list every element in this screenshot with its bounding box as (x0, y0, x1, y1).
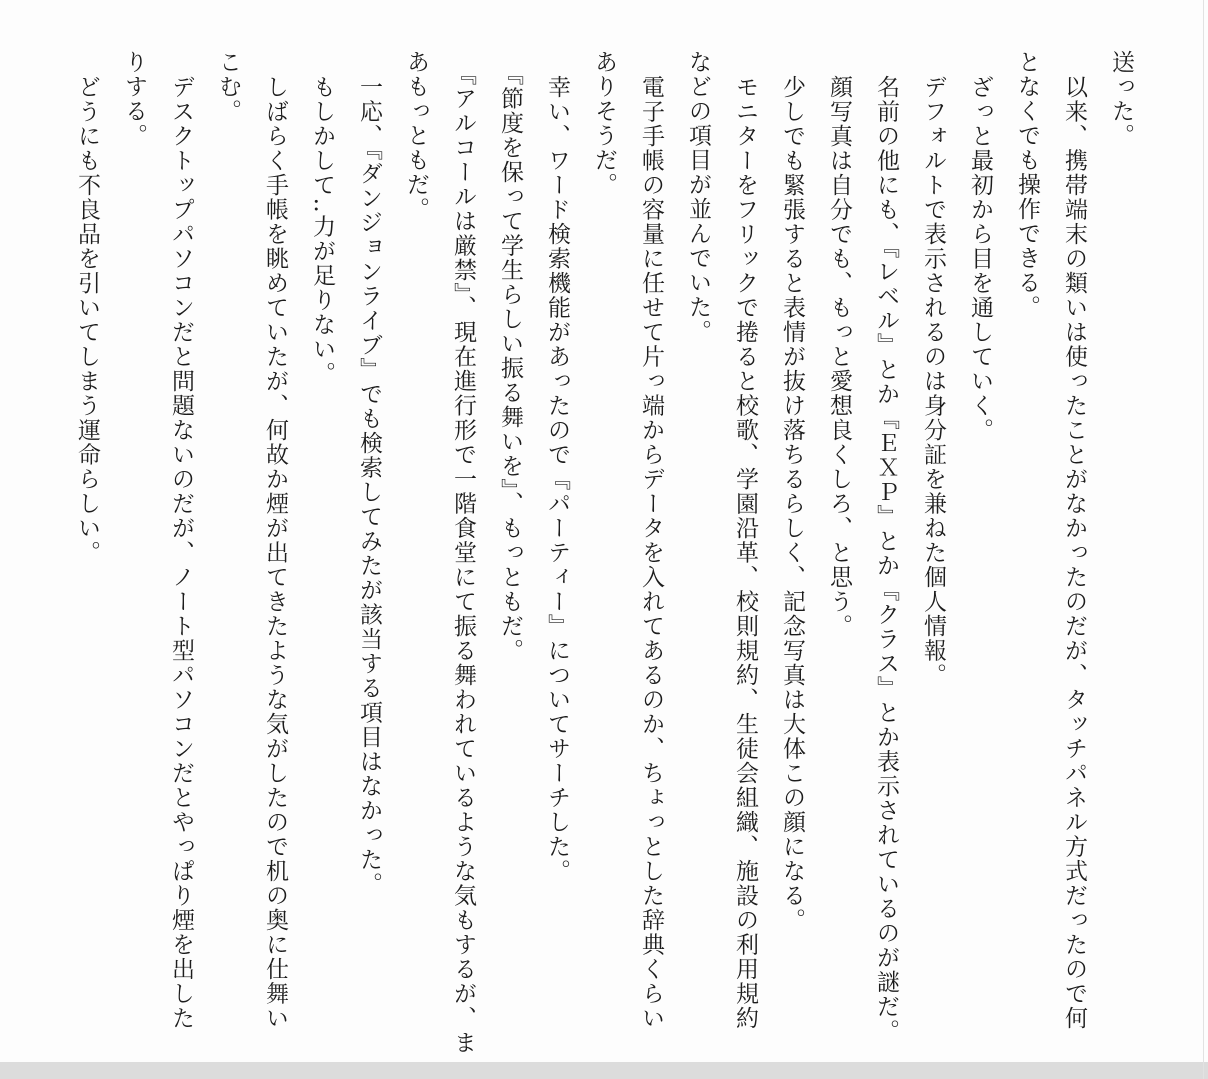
text-line: こむ。 (216, 50, 241, 124)
text-line: 顔写真は自分でも、もっと愛想良くしろ、と思う。 (827, 74, 852, 638)
window-right-edge (1203, 0, 1204, 1079)
text-line: 送った。 (1109, 50, 1134, 148)
text-line: 『節度を保って学生らしい振る舞いを』、もっともだ。 (498, 62, 523, 664)
text-line: 『アルコールは厳禁』、現在進行形で一階食堂にて振る舞われているような気もするが、ま (451, 62, 476, 1056)
text-line: デスクトップパソコンだと問題ないのだが、ノート型パソコンだとやっぱり煙を出した (169, 74, 194, 1030)
text-line: ざっと最初から目を通していく。 (968, 74, 993, 442)
page-bottom-edge (0, 1062, 1208, 1079)
text-line: 以来、携帯端末の類いは使ったことがなかったのだが、タッチパネル方式だったので何 (1062, 74, 1087, 1030)
text-line: 一応、『ダンジョンライブ』でも検索してみたが該当する項目はなかった。 (357, 74, 382, 896)
text-line: どうにも不良品を引いてしまう運命らしい。 (75, 74, 100, 565)
text-line: 電子手帳の容量に任せて片っ端からデータを入れてあるのか、ちょっとした辞典くらい (639, 74, 664, 1030)
text-line: りする。 (122, 50, 147, 148)
text-line: もしかして‥力が足りない。 (310, 74, 335, 386)
text-line: 名前の他にも、『レベル』とか『ＥＸＰ』とか『クラス』とか表示されているのが謎だ。 (874, 74, 899, 1043)
text-column-container (64, 50, 1145, 1074)
text-line: 少しでも緊張すると表情が抜け落ちるらしく、記念写真は大体この顔になる。 (780, 74, 805, 932)
text-line: などの項目が並んでいた。 (686, 50, 711, 344)
text-line: モニターをフリックで捲ると校歌、学園沿革、校則規約、生徒会組織、施設の利用規約 (733, 74, 758, 1030)
text-line: しばらく手帳を眺めていたが、何故か煙が出てきたような気がしたので机の奥に仕舞い (263, 74, 288, 1030)
text-line: 幸い、ワード検索機能があったので『パーティー』についてサーチした。 (545, 74, 570, 883)
text-line: あもっともだ。 (404, 50, 429, 222)
text-line: デフォルトで表示されるのは身分証を兼ねた個人情報。 (921, 74, 946, 687)
text-line: ありそうだ。 (592, 50, 617, 197)
text-line: となくでも操作できる。 (1015, 50, 1040, 320)
